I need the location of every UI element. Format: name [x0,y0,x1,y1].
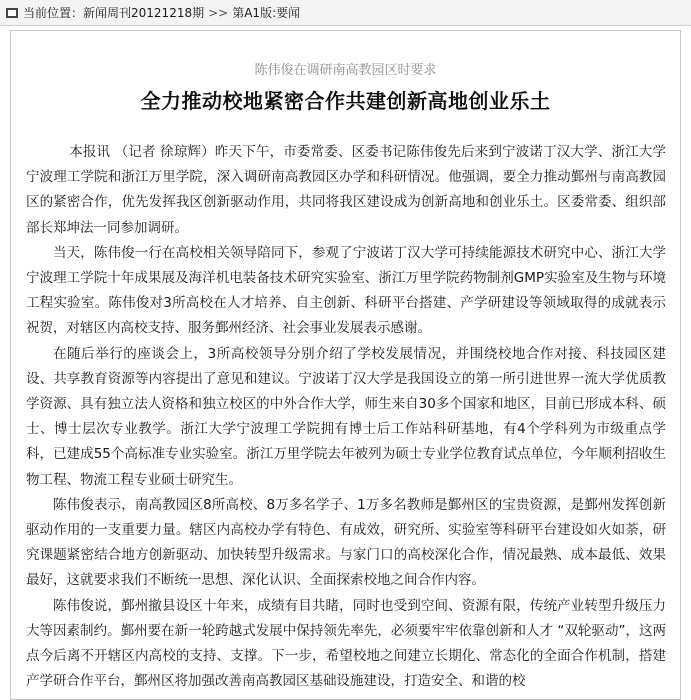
article-paragraph: 当天，陈伟俊一行在高校相关领导陪同下，参观了宁波诺丁汉大学可持续能源技术研究中心、浙江大学宁波理工学院十年成果展及海洋机电装备技术研究实验室、浙江万里学院药物制剂GMP实验室及生物与环境工程实验室。陈伟俊对3所高校在人才培养、自主创新、科研平台搭建、产学研建设等领域取得的成就表示祝贺，对辖区内高校支持、服务鄞州经济、社会事业发展表示感谢。 [26,244,666,337]
article-body [26,140,666,694]
article-kicker: 陈伟俊在调研南高教园区时要求 [254,63,437,78]
article-headline: 全力推动校地紧密合作共建创新高地创业乐土 [140,89,551,113]
breadcrumb-link-publication[interactable]: 新闻周刊20121218期 [83,6,205,20]
article-paragraph: 本报讯 （记者 徐琼辉）昨天下午，市委常委、区委书记陈伟俊先后来到宁波诺丁汉大学、浙江大学宁波理工学院和浙江万里学院，深入调研南高教园区办学和科研情况。他强调，要全力推动鄞州与南高教园区的紧密合作，优先发挥我区创新驱动作用，共同将我区建设成为创新高地和创业乐土。区委常委、组织部部长郑坤法一同参加调研。 [26,144,666,236]
breadcrumb [0,0,691,26]
article-container [10,30,681,700]
page-icon [6,8,18,18]
breadcrumb-separator: >> [208,5,229,20]
current-position-label: 当前位置： [23,6,84,20]
article-paragraph: 在随后举行的座谈会上，3所高校领导分别介绍了学校发展情况，并围绕校地合作对接、科技园区建设、共享教育资源等内容提出了意见和建议。宁波诺丁汉大学是我国设立的第一所引进世界一流大学优质教学资源、具有独立法人资格和独立校区的中外合作大学，师生来自30多个国家和地区，目前已形成本科、硕士、博士层次专业教学。浙江大学宁波理工学院拥有博士后工作站科研基地，有4个学科列为市级重点学科，已建成55个高标准专业实验室。浙江万里学院去年被列为硕士专业学位教育试点单位，今年顺利招收生物工程、物流工程专业硕士研究生。 [26,345,666,488]
article-paragraph: 陈伟俊说，鄞州撤县设区十年来，成绩有目共睹，同时也受到空间、资源有限，传统产业转型升级压力大等因素制约。鄞州要在新一轮跨越式发展中保持领先率先，必须要牢牢依靠创新和人才 “双轮驱动”，这两点今后离不开辖区内高校的支持、支撑。下一步，希望校地之间建立长期化、常态化的全面合作机制，搭建产学研合作平台，鄞州区将加强改善南高教园区基础设施建设，打造安全、和谐的校 [26,597,666,690]
article-paragraph: 陈伟俊表示，南高教园区8所高校、8万多名学子、1万多名教师是鄞州区的宝贵资源，是鄞州发挥创新驱动作用的一支重要力量。辖区内高校办学有特色、有成效，研究所、实验室等科研平台建设如火如荼，研究课题紧密结合地方创新驱动、加快转型升级需求。与家门口的高校深化合作，情况最熟、成本最低、效果最好，这就要求我们不断统一思想、深化认识、全面探索校地之间合作内容。 [26,496,666,589]
breadcrumb-link-section[interactable]: 第A1版:要闻 [232,6,301,20]
